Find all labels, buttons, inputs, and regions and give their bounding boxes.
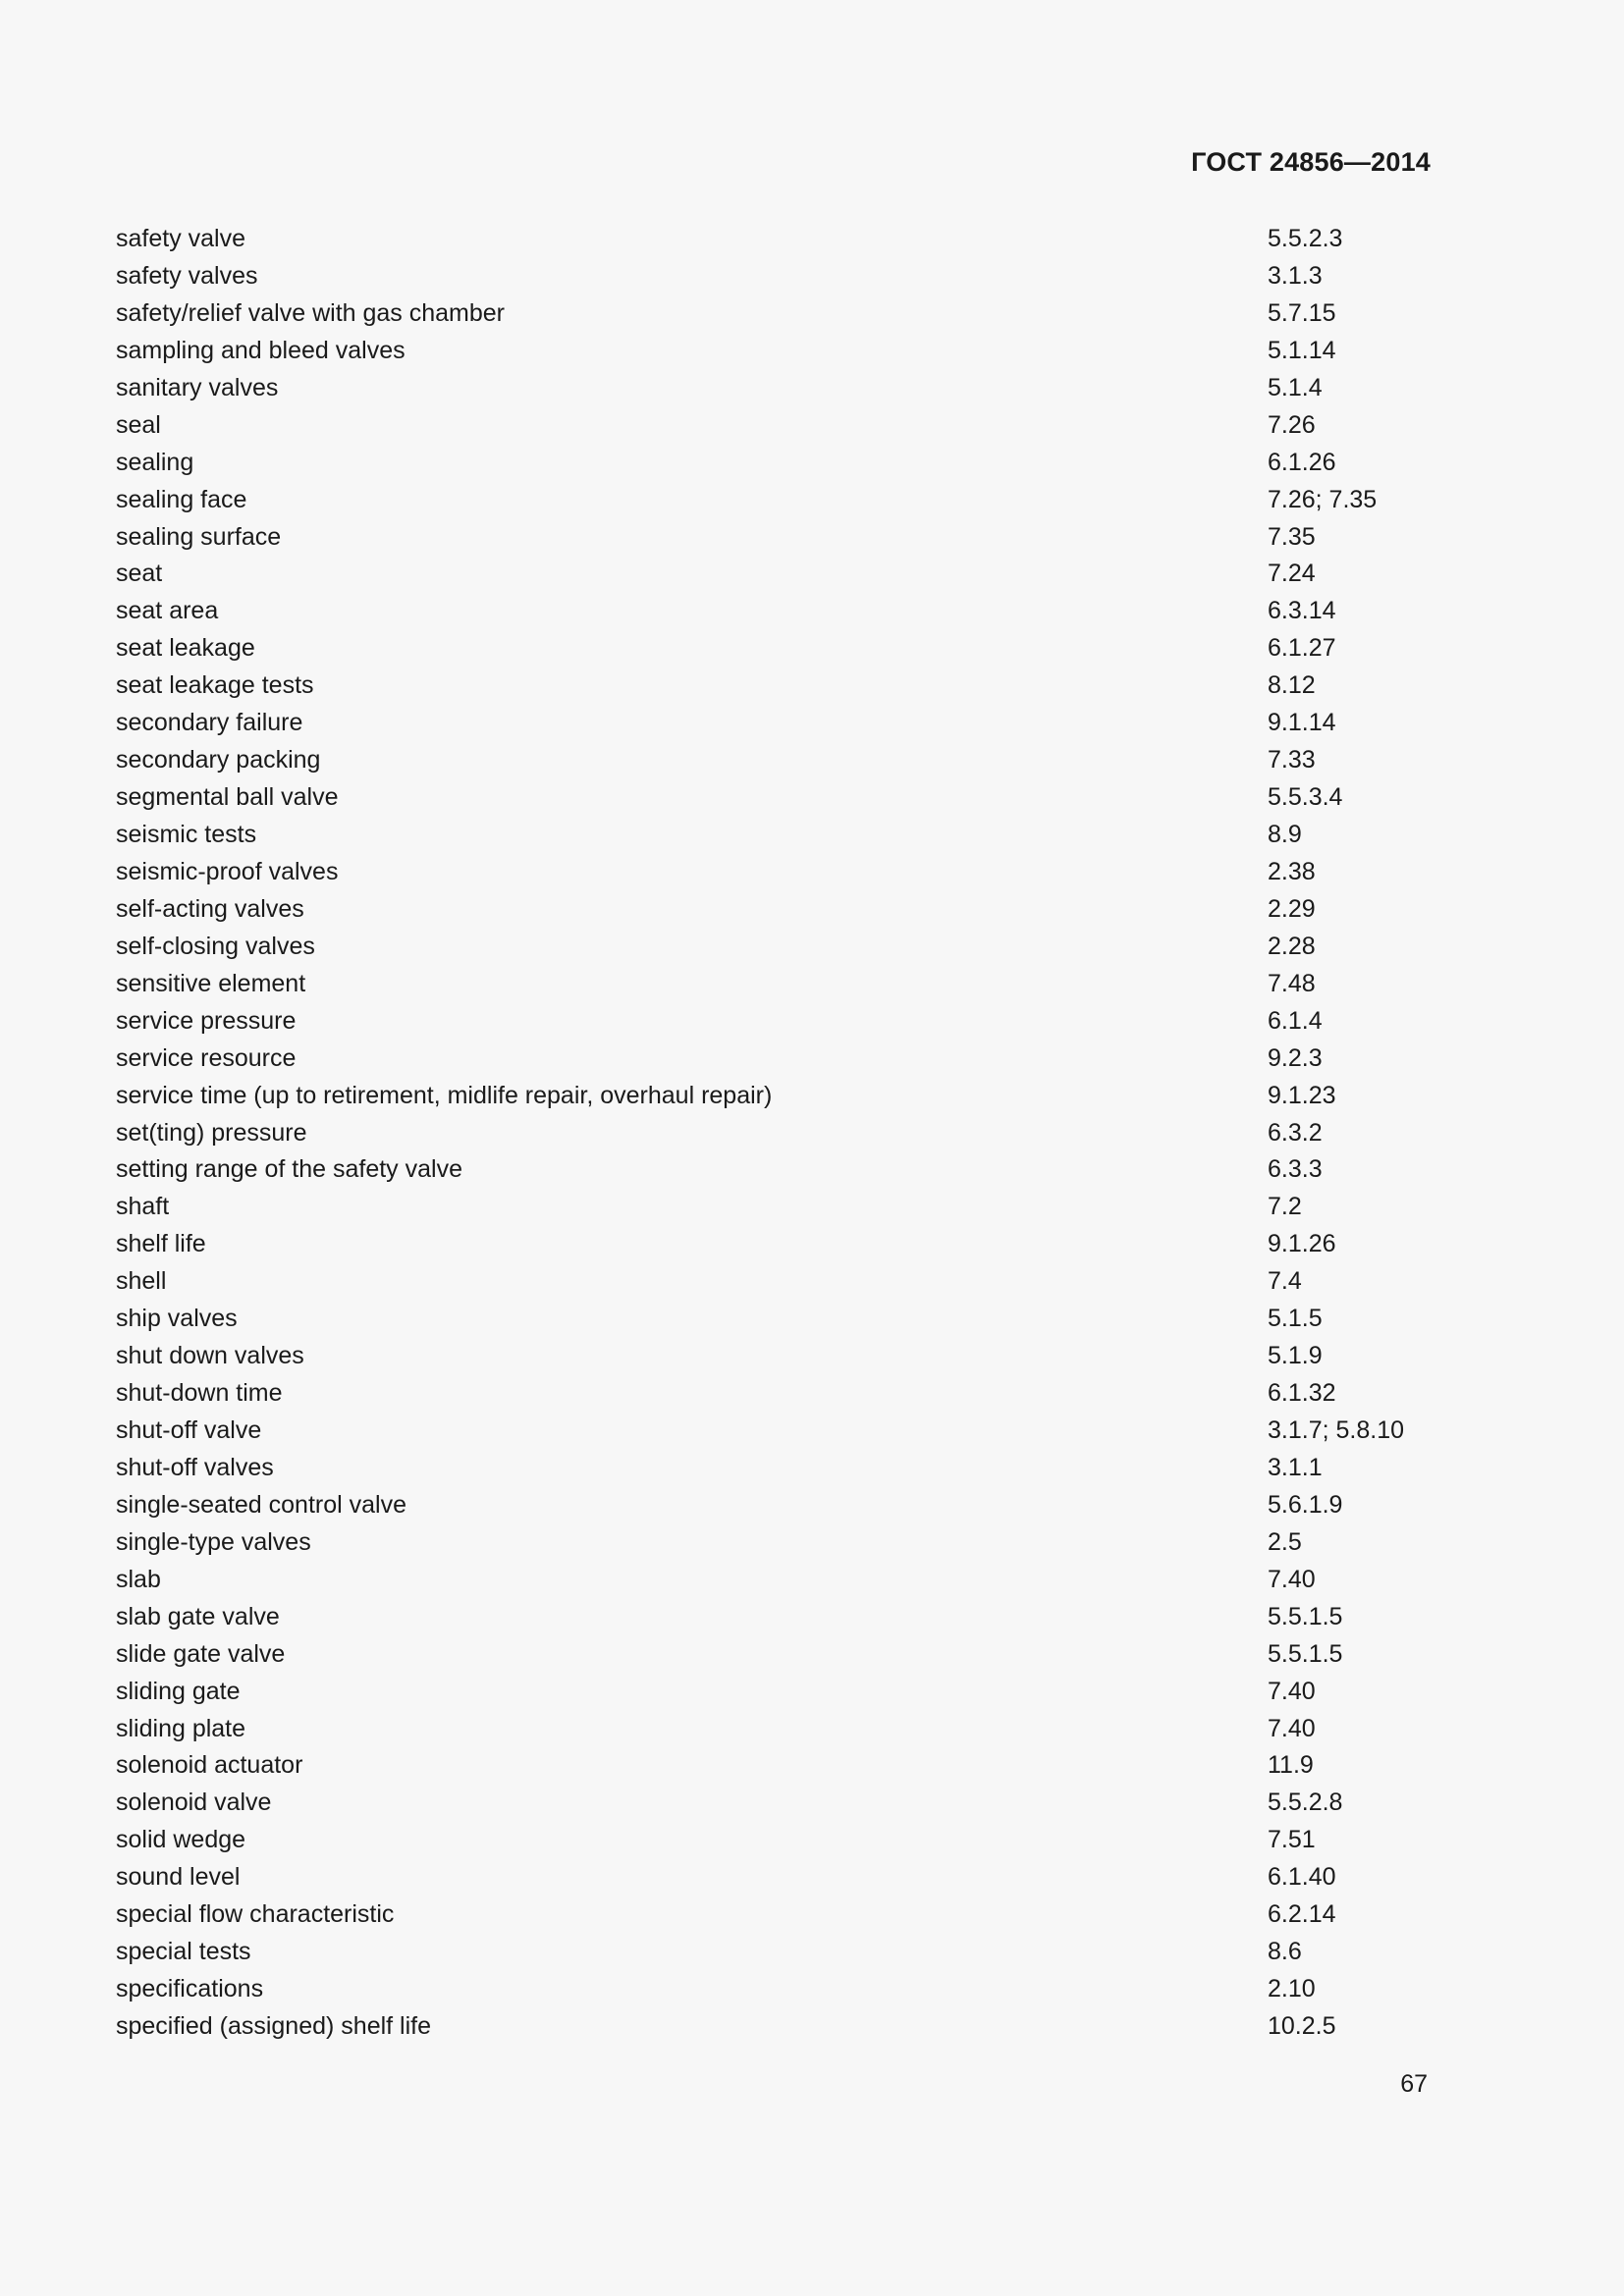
index-reference: 6.1.26 (1268, 448, 1336, 476)
index-entry (116, 929, 1432, 966)
index-reference: 6.2.14 (1268, 1900, 1336, 1929)
index-reference: 5.5.2.8 (1268, 1789, 1343, 1817)
index-entry (116, 630, 1432, 667)
index-reference: 2.38 (1268, 857, 1316, 885)
index-entry (116, 854, 1432, 891)
index-term: shelf life (116, 1230, 206, 1258)
index-entry (116, 1338, 1432, 1375)
index-reference: 7.40 (1268, 1677, 1316, 1705)
index-reference: 5.5.1.5 (1268, 1602, 1343, 1630)
index-entry (116, 1896, 1432, 1934)
index-entry (116, 1041, 1432, 1078)
index-entry (116, 1301, 1432, 1338)
index-reference: 7.48 (1268, 969, 1316, 997)
index-entry (116, 1413, 1432, 1450)
index-term: shut down valves (116, 1342, 304, 1370)
index-reference: 7.26; 7.35 (1268, 485, 1378, 513)
index-entry (116, 593, 1432, 630)
index-reference: 8.6 (1268, 1938, 1302, 1966)
term-index-list (116, 221, 1432, 2046)
index-reference: 3.1.3 (1268, 261, 1323, 290)
index-term: ship valves (116, 1305, 238, 1333)
index-term: sanitary valves (116, 373, 279, 401)
index-entry (116, 1450, 1432, 1487)
index-term: seismic tests (116, 821, 257, 848)
index-entry (116, 1375, 1432, 1413)
index-term: slab (116, 1565, 161, 1593)
index-reference: 7.40 (1268, 1565, 1316, 1593)
index-term: sealing (116, 448, 194, 476)
document-code-header: ГОСТ 24856—2014 (1191, 147, 1431, 177)
index-term: safety valves (116, 261, 258, 290)
index-reference: 8.9 (1268, 821, 1302, 848)
index-entry (116, 1785, 1432, 1822)
index-entry (116, 1189, 1432, 1226)
index-entry (116, 779, 1432, 817)
index-term: safety valve (116, 225, 246, 252)
index-term: self-closing valves (116, 932, 315, 960)
index-entry (116, 817, 1432, 854)
index-term: sampling and bleed valves (116, 336, 406, 364)
index-reference: 5.1.4 (1268, 373, 1323, 401)
index-reference: 11.9 (1268, 1751, 1314, 1780)
index-entry (116, 1226, 1432, 1263)
index-entry (116, 1562, 1432, 1599)
index-reference: 9.1.23 (1268, 1081, 1336, 1109)
index-term: safety/relief valve with gas chamber (116, 298, 506, 327)
index-entry (116, 1115, 1432, 1152)
index-term: solenoid valve (116, 1789, 272, 1817)
index-entry (116, 705, 1432, 742)
index-term: shut-off valve (116, 1416, 262, 1444)
index-entry (116, 1524, 1432, 1562)
index-reference: 9.1.26 (1268, 1230, 1336, 1258)
index-entry (116, 742, 1432, 779)
page-number: 67 (1400, 2070, 1428, 2098)
index-reference: 6.1.4 (1268, 1006, 1323, 1035)
index-entry (116, 1859, 1432, 1896)
index-entry (116, 1151, 1432, 1189)
index-entry (116, 370, 1432, 407)
index-entry (116, 1487, 1432, 1524)
index-reference: 5.6.1.9 (1268, 1490, 1343, 1519)
index-reference: 6.1.40 (1268, 1863, 1336, 1892)
index-reference: 7.24 (1268, 560, 1316, 588)
index-term: solid wedge (116, 1826, 246, 1854)
index-reference: 9.1.14 (1268, 709, 1336, 737)
index-entry (116, 1078, 1432, 1115)
index-term: shut-down time (116, 1379, 283, 1408)
index-entry (116, 221, 1432, 258)
index-reference: 2.10 (1268, 1975, 1316, 2003)
index-term: secondary failure (116, 709, 303, 737)
index-entry (116, 1263, 1432, 1301)
index-term: shaft (116, 1193, 170, 1221)
index-term: sealing face (116, 485, 247, 513)
index-term: seat leakage tests (116, 671, 314, 700)
index-term: setting range of the safety valve (116, 1155, 462, 1184)
index-reference: 7.26 (1268, 410, 1316, 439)
index-entry (116, 1747, 1432, 1785)
index-entry (116, 1711, 1432, 1748)
index-entry (116, 445, 1432, 482)
index-term: sliding gate (116, 1677, 241, 1705)
index-entry (116, 407, 1432, 445)
index-entry (116, 2008, 1432, 2046)
index-reference: 5.5.1.5 (1268, 1639, 1343, 1668)
index-reference: 6.1.32 (1268, 1379, 1336, 1408)
index-reference: 5.1.9 (1268, 1342, 1323, 1370)
index-reference: 7.33 (1268, 746, 1316, 774)
index-reference: 5.1.5 (1268, 1305, 1323, 1333)
index-term: special flow characteristic (116, 1900, 395, 1929)
index-term: slab gate valve (116, 1602, 280, 1630)
index-entry (116, 1674, 1432, 1711)
index-entry (116, 1822, 1432, 1859)
index-reference: 3.1.7; 5.8.10 (1268, 1416, 1405, 1444)
index-reference: 6.3.14 (1268, 597, 1336, 625)
index-reference: 2.29 (1268, 894, 1316, 923)
index-reference: 2.28 (1268, 932, 1316, 960)
index-reference: 2.5 (1268, 1527, 1302, 1556)
index-term: seat leakage (116, 634, 255, 663)
index-reference: 7.2 (1268, 1193, 1302, 1221)
index-term: self-acting valves (116, 894, 304, 923)
index-term: specified (assigned) shelf life (116, 2012, 431, 2040)
index-entry (116, 1636, 1432, 1674)
index-reference: 9.2.3 (1268, 1043, 1323, 1072)
index-reference: 6.3.2 (1268, 1118, 1323, 1147)
index-term: segmental ball valve (116, 783, 339, 812)
index-term: shut-off valves (116, 1453, 274, 1481)
index-reference: 6.3.3 (1268, 1155, 1323, 1184)
index-entry (116, 966, 1432, 1003)
index-entry (116, 333, 1432, 370)
index-reference: 7.40 (1268, 1714, 1316, 1742)
index-term: solenoid actuator (116, 1751, 303, 1780)
index-entry (116, 519, 1432, 557)
index-entry (116, 667, 1432, 705)
index-term: sensitive element (116, 969, 306, 997)
index-entry (116, 891, 1432, 929)
index-term: special tests (116, 1938, 251, 1966)
index-entry (116, 1599, 1432, 1636)
index-reference: 7.51 (1268, 1826, 1316, 1854)
index-term: set(ting) pressure (116, 1118, 307, 1147)
index-term: slide gate valve (116, 1639, 286, 1668)
index-entry (116, 1934, 1432, 1971)
index-term: single-seated control valve (116, 1490, 406, 1519)
index-entry (116, 295, 1432, 333)
index-term: service pressure (116, 1006, 297, 1035)
index-reference: 7.4 (1268, 1267, 1302, 1296)
index-term: seismic-proof valves (116, 857, 339, 885)
index-term: seat (116, 560, 163, 588)
index-reference: 5.5.3.4 (1268, 783, 1343, 812)
index-term: specifications (116, 1975, 264, 2003)
index-term: shell (116, 1267, 167, 1296)
index-reference: 3.1.1 (1268, 1453, 1323, 1481)
index-term: sealing surface (116, 522, 282, 551)
index-entry (116, 258, 1432, 295)
index-reference: 5.1.14 (1268, 336, 1336, 364)
index-term: service time (up to retirement, midlife repair, overhaul repair) (116, 1081, 773, 1109)
index-entry (116, 482, 1432, 519)
index-entry (116, 1003, 1432, 1041)
index-entry (116, 556, 1432, 593)
index-reference: 7.35 (1268, 522, 1316, 551)
index-reference: 6.1.27 (1268, 634, 1336, 663)
index-reference: 10.2.5 (1268, 2012, 1336, 2040)
index-term: secondary packing (116, 746, 321, 774)
index-term: seat area (116, 597, 219, 625)
index-reference: 5.5.2.3 (1268, 225, 1343, 252)
index-reference: 5.7.15 (1268, 298, 1336, 327)
index-reference: 8.12 (1268, 671, 1316, 700)
index-term: single-type valves (116, 1527, 311, 1556)
index-term: sliding plate (116, 1714, 246, 1742)
index-entry (116, 1971, 1432, 2008)
index-term: seal (116, 410, 161, 439)
index-term: service resource (116, 1043, 297, 1072)
index-term: sound level (116, 1863, 241, 1892)
